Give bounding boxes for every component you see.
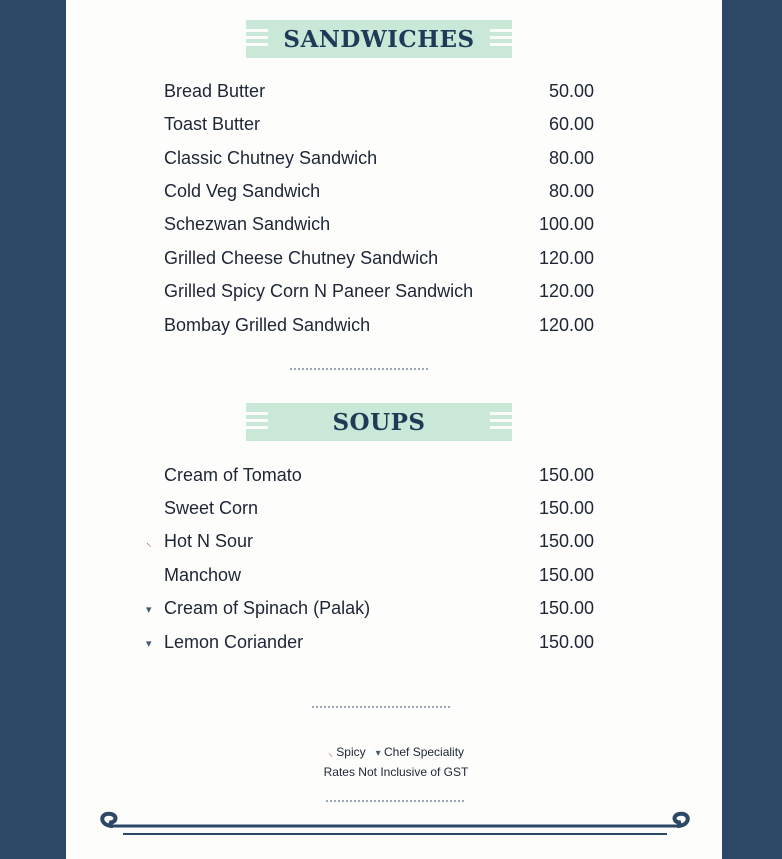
- menu-item-name: Sweet Corn: [164, 498, 259, 518]
- menu-item-name: Manchow: [164, 565, 242, 585]
- menu-item: [164, 498, 594, 522]
- menu-item-name: Grilled Cheese Chutney Sandwich: [164, 248, 439, 268]
- menu-item-price: 120.00: [538, 281, 594, 301]
- chef-speciality-icon: ▾: [146, 604, 152, 616]
- menu-item: [164, 281, 594, 305]
- menu-item-price: 150.00: [538, 632, 594, 652]
- menu-item: [164, 632, 594, 656]
- legend: [296, 745, 496, 759]
- menu-item-name: Cream of Tomato: [164, 465, 302, 485]
- menu-item-name: Bread Butter: [164, 81, 266, 101]
- menu-item-price: 150.00: [538, 565, 594, 585]
- menu-item-name: Schezwan Sandwich: [164, 214, 331, 234]
- legend-chef-label: Chef Speciality: [384, 745, 465, 759]
- menu-item-price: 150.00: [538, 465, 594, 485]
- menu-item: [164, 114, 594, 138]
- menu-item: [164, 598, 594, 622]
- menu-item-price: 100.00: [538, 214, 594, 234]
- menu-item-price: 60.00: [548, 114, 594, 134]
- section-ribbon-sandwiches: [246, 20, 512, 58]
- menu-item-price: 120.00: [538, 315, 594, 335]
- menu-item-name: Cold Veg Sandwich: [164, 181, 321, 201]
- menu-item: [164, 565, 594, 589]
- menu-item: [164, 181, 594, 205]
- menu-item: [164, 465, 594, 489]
- menu-item: [164, 248, 594, 272]
- section-title-sandwiches: SANDWICHES: [283, 25, 475, 53]
- menu-frame-right: [722, 0, 782, 859]
- menu-item-name: Toast Butter: [164, 114, 261, 134]
- chef-speciality-icon: ▾: [146, 638, 152, 650]
- menu-item: [164, 148, 594, 172]
- chili-icon: ⸜: [146, 537, 152, 549]
- section-ribbon-soups: [246, 403, 512, 441]
- section-title-soups: SOUPS: [332, 408, 426, 436]
- gst-note: Rates Not Inclusive of GST: [323, 765, 469, 779]
- menu-item: [164, 315, 594, 339]
- menu-item: [164, 214, 594, 238]
- menu-item-price: 120.00: [538, 248, 594, 268]
- menu-item-price: 50.00: [548, 81, 594, 101]
- menu-item-name: Bombay Grilled Sandwich: [164, 315, 371, 335]
- menu-item-price: 150.00: [538, 598, 594, 618]
- section-divider: [290, 368, 428, 370]
- menu-item-name: Cream of Spinach (Palak): [164, 598, 371, 618]
- section-divider: [312, 706, 450, 708]
- menu-item-price: 150.00: [538, 498, 594, 518]
- menu-item: [164, 531, 594, 555]
- menu-item-name: Classic Chutney Sandwich: [164, 148, 378, 168]
- menu-item-price: 150.00: [538, 531, 594, 551]
- chef-speciality-icon: ▾: [375, 748, 381, 759]
- chili-icon: ⸜: [327, 748, 333, 759]
- bottom-ornament: [95, 808, 695, 844]
- menu-item-name: Grilled Spicy Corn N Paneer Sandwich: [164, 281, 474, 301]
- legend-spicy-label: Spicy: [336, 745, 366, 759]
- menu-item-name: Hot N Sour: [164, 531, 254, 551]
- footer-divider: [326, 800, 464, 802]
- menu-item-price: 80.00: [548, 181, 594, 201]
- menu-item-price: 80.00: [548, 148, 594, 168]
- menu-item-name: Lemon Coriander: [164, 632, 304, 652]
- menu-item: [164, 81, 594, 105]
- menu-frame-left: [0, 0, 66, 859]
